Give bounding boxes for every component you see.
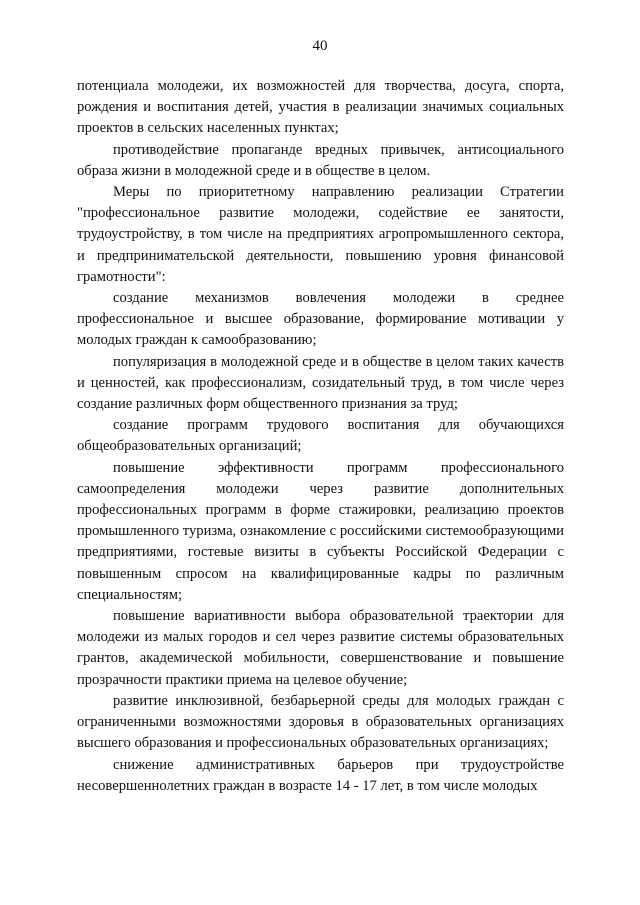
list-item-labor-programs: создание программ трудового воспитания для обучающихся общеобразовательных организаций; [77,417,564,455]
section-heading-measures: Меры по приоритетному направлению реализации Стратегии "профессиональное развитие молодежи, содействие ее занятости, трудоустройству, в том числе на предприятиях агропромышленного сектора, и предпринимательской деятельности, повышению уровня финансовой грамотности": [77,184,564,285]
paragraph-continuation: потенциала молодежи, их возможностей для творчества, досуга, спорта, рождения и воспитания детей, участия в реализации значимых социальных проектов в сельских населенных пунктах; [77,78,564,137]
list-item-counteraction: противодействие пропаганде вредных привычек, антисоциального образа жизни в молодежной среде и в обществе в целом. [77,141,564,179]
document-body [77,76,564,797]
list-item-variability: повышение вариативности выбора образовательной траектории для молодежи из малых городов и сел через развитие системы образовательных грантов, академической мобильности, совершенствование и повышение прозрачности практики приема на целевое обучение; [77,608,564,688]
list-item-inclusive: развитие инклюзивной, безбарьерной среды для молодых граждан с ограниченными возможностями здоровья в образовательных организациях высшего образования и профессиональных образовательных организациях; [77,692,564,752]
list-item-mechanisms: создание механизмов вовлечения молодежи в среднее профессиональное и высшее образование, формирование мотивации у молодых граждан к самообразованию; [77,290,564,349]
list-item-popularization: популяризация в молодежной среде и в обществе в целом таких качеств и ценностей, как профессионализм, созидательный труд, в том числе через создание различных форм общественного признания за труд; [77,353,564,413]
page-number: 40 [312,38,328,54]
list-item-barriers: снижение административных барьеров при трудоустройстве несовершеннолетних граждан в возрасте 14 - 17 лет, в том числе молодых [77,756,564,794]
list-item-self-determination: повышение эффективности программ профессионального самоопределения молодежи через развитие дополнительных профессиональных программ в форме стажировки, реализацию проектов промышленного туризма, ознакомление с российскими системообразующими предприятиями, гостевые визиты в субъекты Российской Федерации с повышенным спросом на квалифицированные кадры по различным специальностям; [77,459,564,603]
